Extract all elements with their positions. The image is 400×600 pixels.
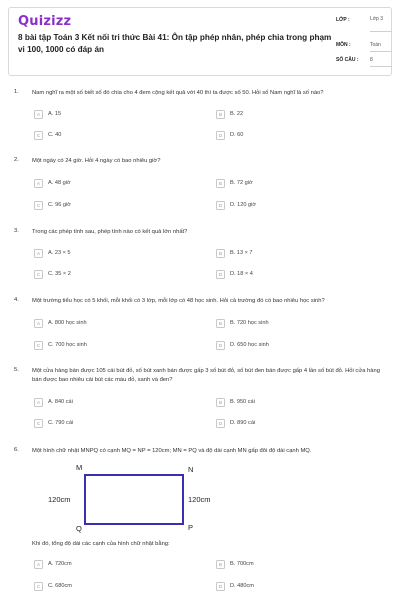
meta-subject-label: MÔN :	[336, 42, 351, 48]
option-letter: D	[216, 131, 225, 140]
rectangle-mnpq	[84, 474, 184, 525]
option-text: A. 840 cái	[48, 399, 73, 405]
option-text: C. 700 học sinh	[48, 342, 87, 348]
option-text: D. 890 cái	[230, 420, 256, 426]
option-text: C. 40	[48, 132, 62, 138]
option-text: A. 800 học sinh	[48, 320, 87, 326]
option-text: C. 680cm	[48, 583, 72, 589]
vertex-p-label: P	[188, 523, 194, 532]
question-text: Một hình chữ nhật MNPQ có cạnh MQ = NP = 120cm; MN = PQ và độ dài cạnh MN gấp đôi độ dài cạnh MQ.	[32, 448, 312, 454]
meta-underline	[370, 31, 392, 32]
question-text: Trong các phép tính sau, phép tính nào có kết quả lớn nhất?	[32, 229, 188, 235]
option-letter: D	[216, 341, 225, 350]
option-letter: C	[34, 201, 43, 210]
meta-subject-value: Toán	[370, 42, 381, 48]
option-text: B. 22	[230, 111, 244, 117]
option-text: C. 35 × 2	[48, 271, 71, 277]
question-text: Nam nghĩ ra một số biết số đó chia cho 4 đem cộng kết quả với 40 thì ta được số 50. Hỏi số Nam nghĩ là số nào?	[32, 90, 324, 96]
option-text: C. 790 cái	[48, 420, 74, 426]
meta-underline	[370, 51, 392, 52]
option-letter: B	[216, 319, 225, 328]
worksheet-header	[8, 7, 392, 76]
option-text: D. 18 × 4	[230, 271, 253, 277]
option-text: A. 15	[48, 111, 62, 117]
question-number: 4.	[14, 297, 19, 303]
quizizz-logo: Quizizz	[18, 14, 72, 29]
option-letter: C	[34, 419, 43, 428]
option-text: B. 950 cái	[230, 399, 255, 405]
vertex-m-label: M	[76, 463, 83, 472]
option-text: A. 720cm	[48, 561, 72, 567]
meta-grade-label: LỚP :	[336, 17, 350, 23]
option-letter: A	[34, 560, 43, 569]
option-letter: D	[216, 582, 225, 591]
option-letter: C	[34, 582, 43, 591]
option-letter: B	[216, 249, 225, 258]
option-letter: C	[34, 270, 43, 279]
vertex-n-label: N	[188, 465, 194, 474]
option-letter: A	[34, 110, 43, 119]
option-text: A. 23 × 5	[48, 250, 71, 256]
meta-count-value: 8	[370, 57, 373, 63]
option-text: D. 650 học sinh	[230, 342, 269, 348]
worksheet-title: 8 bài tập Toán 3 Kết nối tri thức Bài 41: Ôn tập phép nhân, phép chia trong phạm vi 100, 1000 có đáp án	[18, 33, 332, 54]
question-number: 5.	[14, 367, 19, 373]
question-number: 1.	[14, 89, 19, 95]
option-text: A. 48 giờ	[48, 180, 71, 186]
option-letter: B	[216, 110, 225, 119]
option-letter: D	[216, 419, 225, 428]
meta-underline	[370, 66, 392, 67]
option-text: D. 480cm	[230, 583, 254, 589]
question-number: 2.	[14, 157, 19, 163]
option-letter: D	[216, 201, 225, 210]
option-text: B. 720 học sinh	[230, 320, 269, 326]
option-text: D. 60	[230, 132, 244, 138]
worksheet-meta	[336, 8, 393, 77]
option-letter: B	[216, 398, 225, 407]
option-letter: A	[34, 179, 43, 188]
option-letter: C	[34, 131, 43, 140]
side-np-length: 120cm	[188, 495, 211, 504]
option-text: B. 72 giờ	[230, 180, 253, 186]
rectangle-figure	[40, 462, 230, 534]
option-letter: B	[216, 179, 225, 188]
question-text: Một ngày có 24 giờ. Hỏi 4 ngày có bao nhiêu giờ?	[32, 158, 161, 164]
option-letter: A	[34, 398, 43, 407]
question-number: 3.	[14, 228, 19, 234]
question-subtext: Khi đó, tổng độ dài các cạnh của hình chữ nhật bằng:	[32, 541, 170, 547]
vertex-q-label: Q	[76, 524, 82, 533]
side-mq-length: 120cm	[48, 495, 71, 504]
option-text: B. 13 × 7	[230, 250, 253, 256]
question-text: Một trường tiểu học có 5 khối, mỗi khối có 3 lớp, mỗi lớp có 48 học sinh. Hỏi cả trường đó có bao nhiêu học sinh?	[32, 298, 325, 304]
option-text: C. 96 giờ	[48, 202, 71, 208]
meta-grade-value: Lớp 3	[370, 16, 384, 22]
option-letter: D	[216, 270, 225, 279]
option-text: D. 120 giờ	[230, 202, 257, 208]
question-text: Một cửa hàng bán được 105 cái bút đỏ, số bút xanh bán được gấp 3 số bút đỏ, số bút đen bán được gấp 4 lần số bút đỏ. Hỏi cửa hàng bán được bao nhiêu cái bút các màu đỏ, xanh và đen?	[32, 368, 380, 383]
option-letter: A	[34, 249, 43, 258]
question-number: 6.	[14, 447, 19, 453]
option-text: B. 700cm	[230, 561, 254, 567]
meta-count-label: SỐ CÂU :	[336, 57, 359, 63]
option-letter: A	[34, 319, 43, 328]
option-letter: B	[216, 560, 225, 569]
option-letter: C	[34, 341, 43, 350]
